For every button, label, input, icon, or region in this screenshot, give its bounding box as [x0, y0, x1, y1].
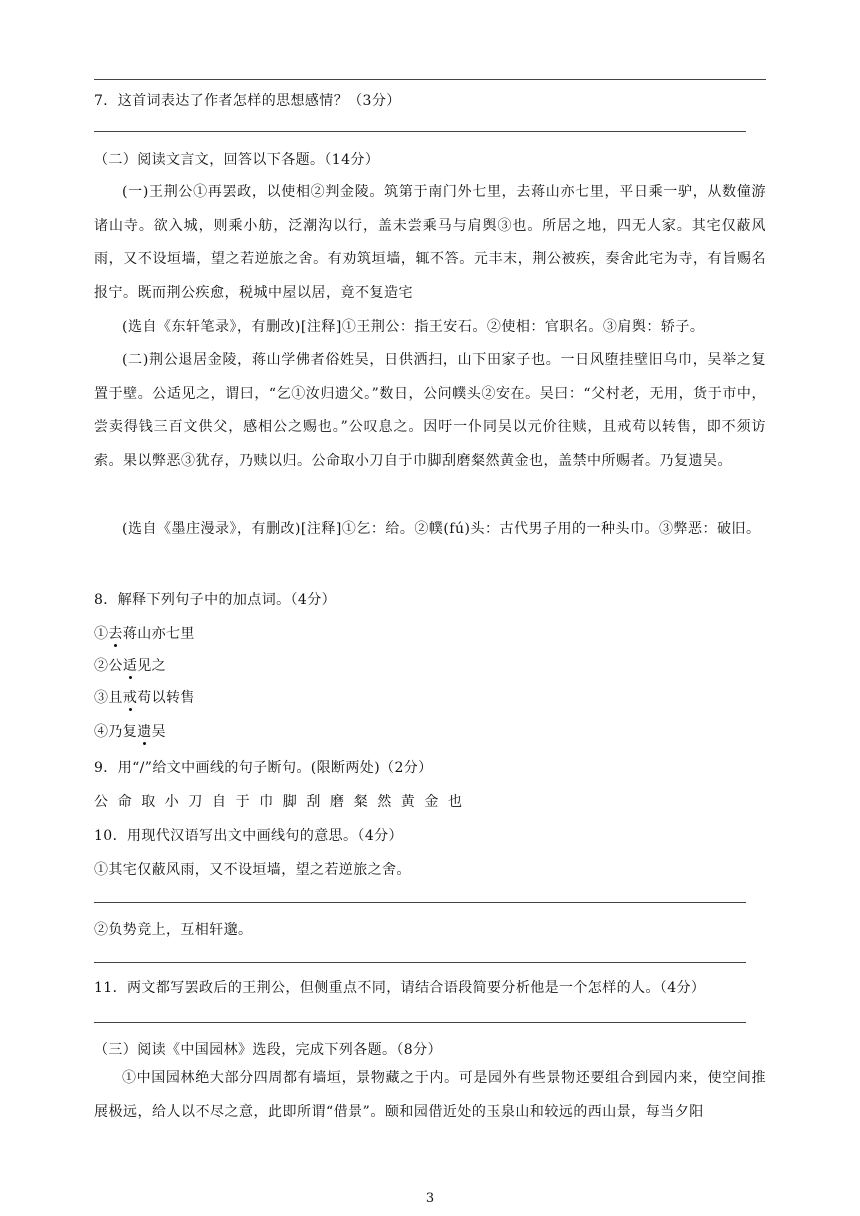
- top-rule: [94, 79, 766, 80]
- section-2-header: （二）阅读文言文，回答以下各题。（14分）: [94, 152, 380, 168]
- answer-line-q11[interactable]: [94, 1022, 746, 1023]
- passage-3: ①中国园林绝大部分四周都有墙垣，景物藏之于内。可是园外有些景物还要组合到园内来，使空间推展极远，给人以不尽之意，此即所谓“借景”。颐和园借近处的玉泉山和较远的西山景，每当夕阳: [94, 1070, 766, 1120]
- question-9-sentence: 公命取小刀自于巾脚刮磨粲然黄金也: [94, 794, 472, 810]
- note-1: (选自《东轩笔录》，有删改)[注释]①王荆公：指王安石。②使相：官职名。③肩舆：轿子。: [122, 319, 705, 335]
- question-8-item-1: ①去蒋山亦七里: [94, 626, 195, 642]
- question-8-item-2: ②公适见之: [94, 658, 167, 674]
- passage-2: (二)荆公退居金陵，蒋山学佛者俗姓吴，日供洒扫，山下田家子也。一日风堕挂壁旧乌巾，吴举之复置于壁。公适见之，谓曰，“乞①汝归遗父。”数日，公问幞头②安在。吴曰：“父村老，无用，货于市中，尝卖得钱三百文供父，感相公之赐也。”公叹息之。因吁一仆同吴以元价往赎，且戒苟以转售，即不须访索。果以弊恶③犹存，乃赎以归。公命取小刀自于巾脚刮磨粲然黄金也，盖禁中所赐者。乃复遗吴。: [94, 352, 766, 469]
- question-10: 10．用现代汉语写出文中画线句的意思。（4分）: [94, 828, 403, 844]
- answer-line-q10-1[interactable]: [94, 902, 746, 903]
- answer-line-q10-2[interactable]: [94, 962, 746, 963]
- page-number: 3: [425, 1191, 435, 1206]
- question-10-item-1: ①其宅仅蔽风雨，又不设垣墙，望之若逆旅之舍。: [94, 862, 411, 878]
- question-11: 11．两文都写罢政后的王荆公，但侧重点不同，请结合语段简要分析他是一个怎样的人。（4分）: [94, 980, 706, 996]
- dotted-word: 遗: [137, 724, 152, 740]
- dotted-word: 适: [122, 658, 138, 674]
- question-8-item-4: ④乃复遗吴: [94, 724, 167, 740]
- question-10-item-2: ②负势竞上，互相轩邈。: [94, 922, 253, 938]
- section-3-header: （三）阅读《中国园林》选段，完成下列各题。（8分）: [94, 1042, 442, 1058]
- question-7: 7．这首词表达了作者怎样的思想感情？（3分）: [94, 93, 401, 109]
- question-8-item-3: ③且戒苟以转售: [94, 690, 195, 706]
- dotted-word: 去: [108, 626, 123, 642]
- note-2: (选自《墨庄漫录》，有删改)[注释]①乞：给。②幞(fú)头：古代男子用的一种头巾。③弊恶：破旧。: [122, 521, 761, 537]
- answer-line-q7[interactable]: [94, 131, 746, 132]
- question-8: 8．解释下列句子中的加点词。（4分）: [94, 592, 337, 608]
- question-9: 9．用“/”给文中画线的句子断句。(限断两处)（2分）: [94, 760, 433, 776]
- passage-1: (一)王荆公①再罢政，以使相②判金陵。筑第于南门外七里，去蒋山亦七里，平日乘一驴，从数僮游诸山寺。欲入城，则乘小舫，泛潮沟以行，盖未尝乘马与肩舆③也。所居之地，四无人家。其宅仅蔽风雨，又不设垣墙，望之若逆旅之舍。有劝筑垣墙，辄不答。元丰末，荆公被疾，奏舍此宅为寺，有旨赐名报宁。既而荆公疾愈，税城中屋以居，竟不复造宅: [94, 184, 766, 301]
- dotted-word: 戒: [122, 690, 138, 706]
